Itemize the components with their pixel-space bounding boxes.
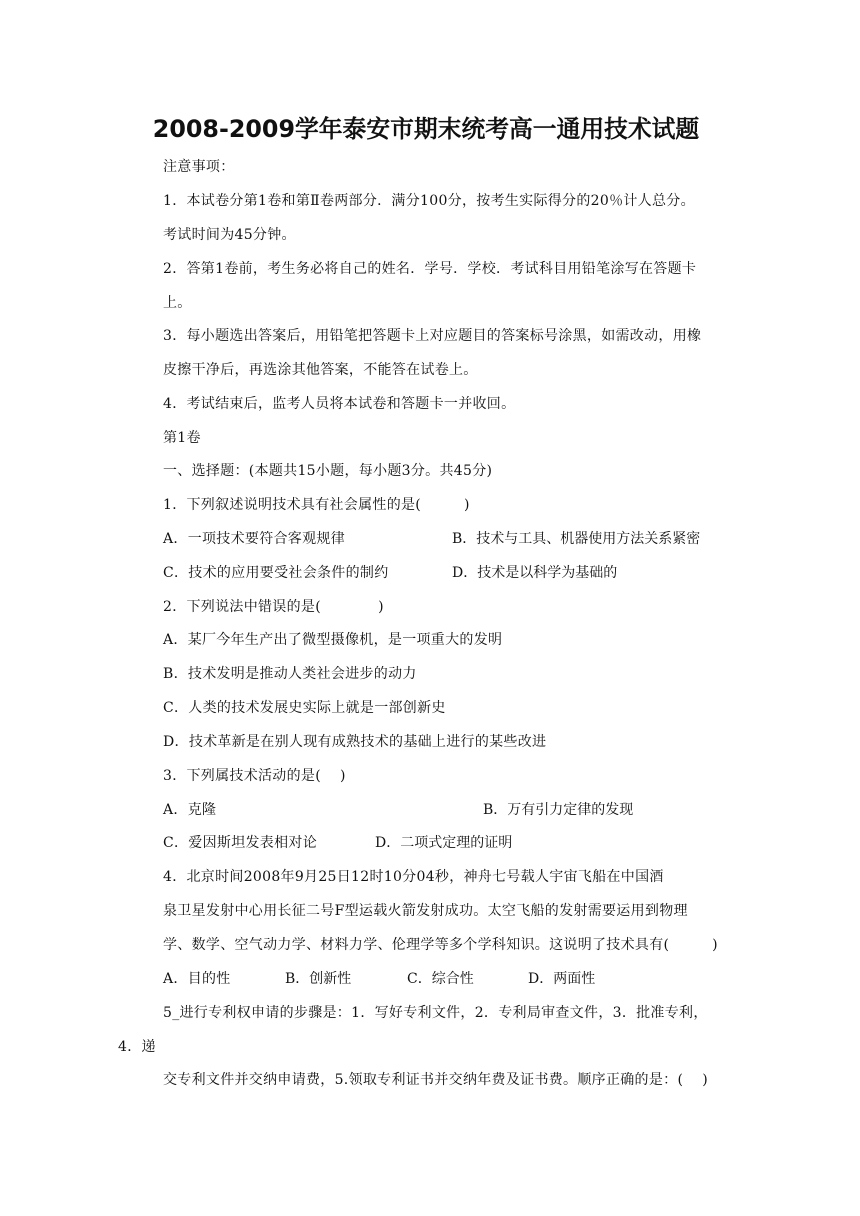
question-stem: 1．下列叙述说明技术具有社会属性的是( )	[163, 497, 470, 513]
question-stem: 4．递	[118, 1039, 156, 1055]
option-d: D．两面性	[528, 971, 596, 987]
option-c: C．技术的应用要受社会条件的制约	[163, 565, 389, 581]
note-line: 皮擦干净后，再选涂其他答案，不能答在试卷上。	[163, 362, 478, 378]
option-a: A．目的性	[163, 971, 231, 987]
note-line: 3．每小题选出答案后，用铅笔把答题卡上对应题目的答案标号涂黑，如需改动，用橡	[163, 328, 702, 344]
option-c: C．综合性	[407, 971, 474, 987]
question-stem: 交专利文件并交纳申请费，5.领取专利证书并交纳年费及证书费。顺序正确的是：( )	[163, 1072, 709, 1088]
option-b: B．技术与工具、机器使用方法关系紧密	[452, 531, 701, 547]
question-stem: 5_进行专利权申请的步骤是：1．写好专利文件，2．专利局审查文件，3．批准专利，	[163, 1005, 708, 1021]
note-line: 上。	[163, 295, 192, 311]
option-a: A．某厂今年生产出了微型摄像机，是一项重大的发明	[163, 632, 503, 648]
option-b: B．万有引力定律的发现	[483, 802, 634, 818]
question-stem: 3．下列属技术活动的是( )	[163, 768, 346, 784]
option-d: D．技术是以科学为基础的	[452, 565, 618, 581]
question-stem: 4．北京时间2008年9月25日12时10分04秒，神舟七号载人宇宙飞船在中国酒	[163, 869, 664, 885]
option-b: B．创新性	[285, 971, 352, 987]
option-c: C．爱因斯坦发表相对论	[163, 835, 318, 851]
note-line: 考试时间为45分钟。	[163, 227, 296, 243]
question-stem: 2．下列说法中错误的是( )	[163, 599, 384, 615]
page-title: 2008-2009学年泰安市期末统考高一通用技术试题	[152, 115, 700, 143]
question-stem: 泉卫星发射中心用长征二号F型运载火箭发射成功。太空飞船的发射需要运用到物理	[163, 903, 688, 919]
note-line: 1．本试卷分第1卷和第Ⅱ卷两部分．满分100分，按考生实际得分的20％计人总分。	[163, 193, 695, 209]
notes-heading: 注意事项：	[163, 159, 235, 175]
question-stem: 学、数学、空气动力学、材料力学、伦理学等多个学科知识。这说明了技术具有( )	[163, 937, 718, 953]
section-heading: 一、选择题：(本题共15小题，每小题3分。共45分)	[163, 463, 493, 479]
option-a: A．一项技术要符合客观规律	[163, 531, 346, 547]
note-line: 2．答第1卷前，考生务必将自己的姓名．学号．学校．考试科目用铅笔涂写在答题卡	[163, 261, 697, 277]
option-a: A．克隆	[163, 802, 217, 818]
option-d: D．二项式定理的证明	[375, 835, 513, 851]
part-heading: 第1卷	[163, 430, 201, 446]
option-d: D．技术革新是在别人现有成熟技术的基础上进行的某些改进	[163, 734, 547, 750]
option-b: B．技术发明是推动人类社会进步的动力	[163, 666, 417, 682]
note-line: 4．考试结束后，监考人员将本试卷和答题卡一并收回。	[163, 396, 516, 412]
option-c: C．人类的技术发展史实际上就是一部创新史	[163, 700, 446, 716]
